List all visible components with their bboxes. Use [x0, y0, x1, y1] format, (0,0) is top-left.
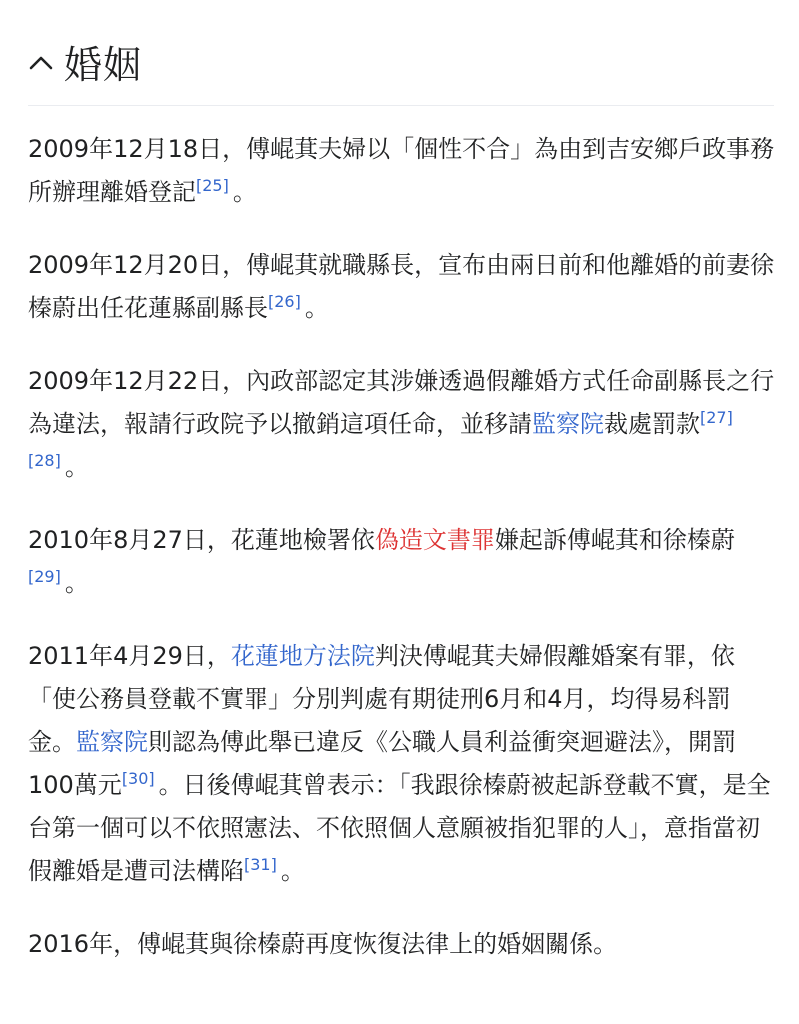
paragraph-text: 2009年12月18日，傅崐萁夫婦以「個性不合」為由到吉安鄉戶政事務所辦理離婚登記: [28, 135, 775, 206]
paragraph-text: 2016年，傅崐萁與徐榛蔚再度恢復法律上的婚姻關係。: [28, 930, 618, 958]
paragraph-text: 則認為傅此舉已違反《公職人員利益衝突迴避法》，開罰100萬元: [28, 728, 736, 799]
paragraph-2009-12-20: [28, 244, 776, 330]
reference-30[interactable]: [30]: [121, 769, 155, 788]
paragraph-text: 嫌起訴傅崐萁和徐榛蔚: [494, 526, 735, 554]
paragraph-2009-12-18: [28, 128, 776, 214]
reference-28[interactable]: [28]: [28, 451, 61, 470]
paragraph-2016: [28, 923, 776, 966]
paragraph-2011-04-29: [28, 635, 776, 893]
paragraph-end: 。: [232, 178, 257, 206]
reference-25[interactable]: [25]: [196, 176, 229, 195]
paragraph-text: 裁處罰款: [604, 410, 700, 438]
paragraph-text: 2009年12月20日，傅崐萁就職縣長，宣布由兩日前和他離婚的前妻徐榛蔚出任花蓮縣副縣長: [28, 251, 775, 322]
paragraph-2009-12-22: [28, 360, 776, 489]
paragraph-text: 2009年12月22日，內政部認定其涉嫌透過假離婚方式任命副縣長之行為違法，報請行政院予以撤銷這項任命，並移請: [28, 367, 775, 438]
reference-27[interactable]: [27]: [700, 408, 733, 427]
paragraph-text: 。日後傅崐萁曾表示：「我跟徐榛蔚被起訴登載不實，是全台第一個可以不依照憲法、不依照個人意願被指犯罪的人」，意指當初假離婚是遭司法構陷: [28, 771, 771, 885]
paragraph-end: 。: [280, 857, 305, 885]
paragraph-text: 2011年4月29日，: [28, 642, 231, 670]
link-control-yuan[interactable]: 監察院: [76, 728, 148, 756]
paragraph-text: 2010年8月27日，花蓮地檢署依: [28, 526, 375, 554]
paragraph-end: 。: [64, 569, 89, 597]
paragraph-2010-08-27: [28, 519, 776, 605]
link-hualien-district-court[interactable]: 花蓮地方法院: [230, 642, 375, 670]
chevron-up-icon[interactable]: [28, 50, 54, 76]
paragraph-end: 。: [64, 453, 89, 481]
section-title: 婚姻: [64, 43, 143, 87]
link-forgery-crime[interactable]: 偽造文書罪: [374, 526, 495, 554]
paragraph-end: 。: [304, 294, 329, 322]
reference-26[interactable]: [26]: [268, 292, 301, 311]
reference-29[interactable]: [29]: [28, 567, 61, 586]
reference-31[interactable]: [31]: [244, 855, 277, 874]
section-content: [28, 128, 776, 996]
paragraph-text: 判決傅崐萁夫婦假離婚案有罪，依「使公務員登載不實罪」分別判處有期徒刑6月和4月，均得易科罰金。: [28, 642, 735, 756]
section-header-marriage[interactable]: [28, 24, 774, 106]
link-control-yuan[interactable]: 監察院: [532, 410, 604, 438]
